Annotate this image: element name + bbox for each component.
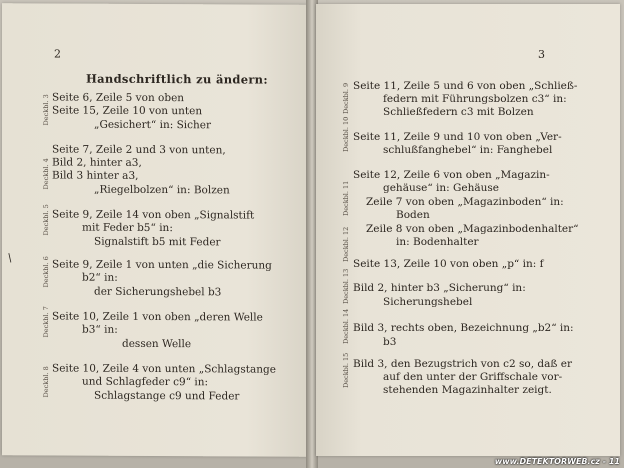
margin-note: Deckbl. 13 xyxy=(342,268,350,304)
correction-line: Seite 15, Zeile 10 von unten xyxy=(52,104,203,118)
correction-line: Signalstift b5 mit Feder xyxy=(94,235,221,249)
margin-note: Deckbl. 9 xyxy=(342,82,350,114)
correction-line: Seite 11, Zeile 9 und 10 von oben „Ver- xyxy=(353,131,562,143)
correction-line: Seite 9, Zeile 1 von unten „die Sicherung xyxy=(52,258,272,272)
correction-line: Schlagstange c9 und Feder xyxy=(94,389,240,403)
correction-line: b3“ in: xyxy=(82,323,118,336)
correction-line: Zeile 7 von oben „Magazinboden“ in: xyxy=(366,196,564,208)
correction-line: Zeile 8 von oben „Magazinbodenhalter“ xyxy=(366,223,579,235)
correction-line: Bild 3 hinter a3, xyxy=(52,169,139,182)
correction-line: Seite 13, Zeile 10 von oben „p“ in: f xyxy=(353,258,544,270)
correction-line: der Sicherungshebel b3 xyxy=(94,285,222,299)
page-number-right: 3 xyxy=(538,48,545,61)
correction-line: gehäuse“ in: Gehäuse xyxy=(383,182,500,194)
left-page xyxy=(2,3,308,457)
correction-line: dessen Welle xyxy=(122,337,192,351)
correction-line: Seite 9, Zeile 14 von oben „Signalstift xyxy=(52,208,255,222)
margin-note: Deckbl. 12 xyxy=(342,226,350,262)
margin-note: Deckbl. 7 xyxy=(42,306,50,338)
page-number-left: 2 xyxy=(54,47,61,61)
correction-line: Seite 7, Zeile 2 und 3 von unten, xyxy=(52,143,226,157)
margin-note: Deckbl. 5 xyxy=(42,204,50,236)
margin-note: Deckbl. 11 xyxy=(342,180,350,216)
correction-line: Seite 12, Zeile 6 von oben „Magazin- xyxy=(353,169,550,181)
correction-line: Bild 3, rechts oben, Bezeichnung „b2“ in: xyxy=(353,322,574,334)
correction-line: Bild 2, hinter a3, xyxy=(52,156,142,169)
correction-line: Seite 10, Zeile 4 von unten „Schlagstange xyxy=(52,362,276,376)
margin-note: Deckbl. 10 xyxy=(342,116,350,152)
correction-line: federn mit Führungsbolzen c3“ in: xyxy=(383,93,567,105)
margin-note: Deckbl. 6 xyxy=(42,256,50,288)
margin-note: Deckbl. 14 xyxy=(342,308,350,344)
margin-note: Deckbl. 4 xyxy=(42,158,50,190)
correction-line: und Schlagfeder c9“ in: xyxy=(82,375,209,389)
right-page xyxy=(316,4,620,456)
correction-line: stehenden Magazinhalter zeigt. xyxy=(383,384,552,396)
pencil-tick-mark: / xyxy=(4,251,15,265)
correction-line: Seite 11, Zeile 5 und 6 von oben „Schließ- xyxy=(353,80,578,92)
margin-note: Deckbl. 3 xyxy=(42,94,50,126)
correction-line: Schließfedern c3 mit Bolzen xyxy=(383,106,534,118)
correction-line: b2“ in: xyxy=(82,271,118,284)
correction-line: auf den unter der Griffschale vor- xyxy=(383,371,563,383)
correction-line: Bild 2, hinter b3 „Sicherung“ in: xyxy=(353,282,526,294)
correction-line: Sicherungshebel xyxy=(383,296,473,308)
correction-line: „Riegelbolzen“ in: Bolzen xyxy=(94,183,230,197)
correction-line: Seite 6, Zeile 5 von oben xyxy=(52,91,185,105)
margin-note: Deckbl. 15 xyxy=(342,352,350,388)
correction-line: b3 xyxy=(383,336,397,348)
correction-line: Bild 3, den Bezugstrich von c2 so, daß er xyxy=(353,358,572,370)
correction-line: in: Bodenhalter xyxy=(396,236,479,248)
correction-line: Boden xyxy=(396,209,430,221)
page-heading: Handschriftlich zu ändern: xyxy=(86,71,268,87)
correction-line: Seite 10, Zeile 1 von oben „deren Welle xyxy=(52,310,263,324)
correction-line: mit Feder b5“ in: xyxy=(82,221,173,235)
correction-line: schlußfanghebel“ in: Fanghebel xyxy=(383,144,553,156)
margin-note: Deckbl. 8 xyxy=(42,366,50,398)
watermark: www.DETEKTORWEB.cz - 11 xyxy=(494,457,620,466)
correction-line: „Gesichert“ in: Sicher xyxy=(94,118,212,132)
